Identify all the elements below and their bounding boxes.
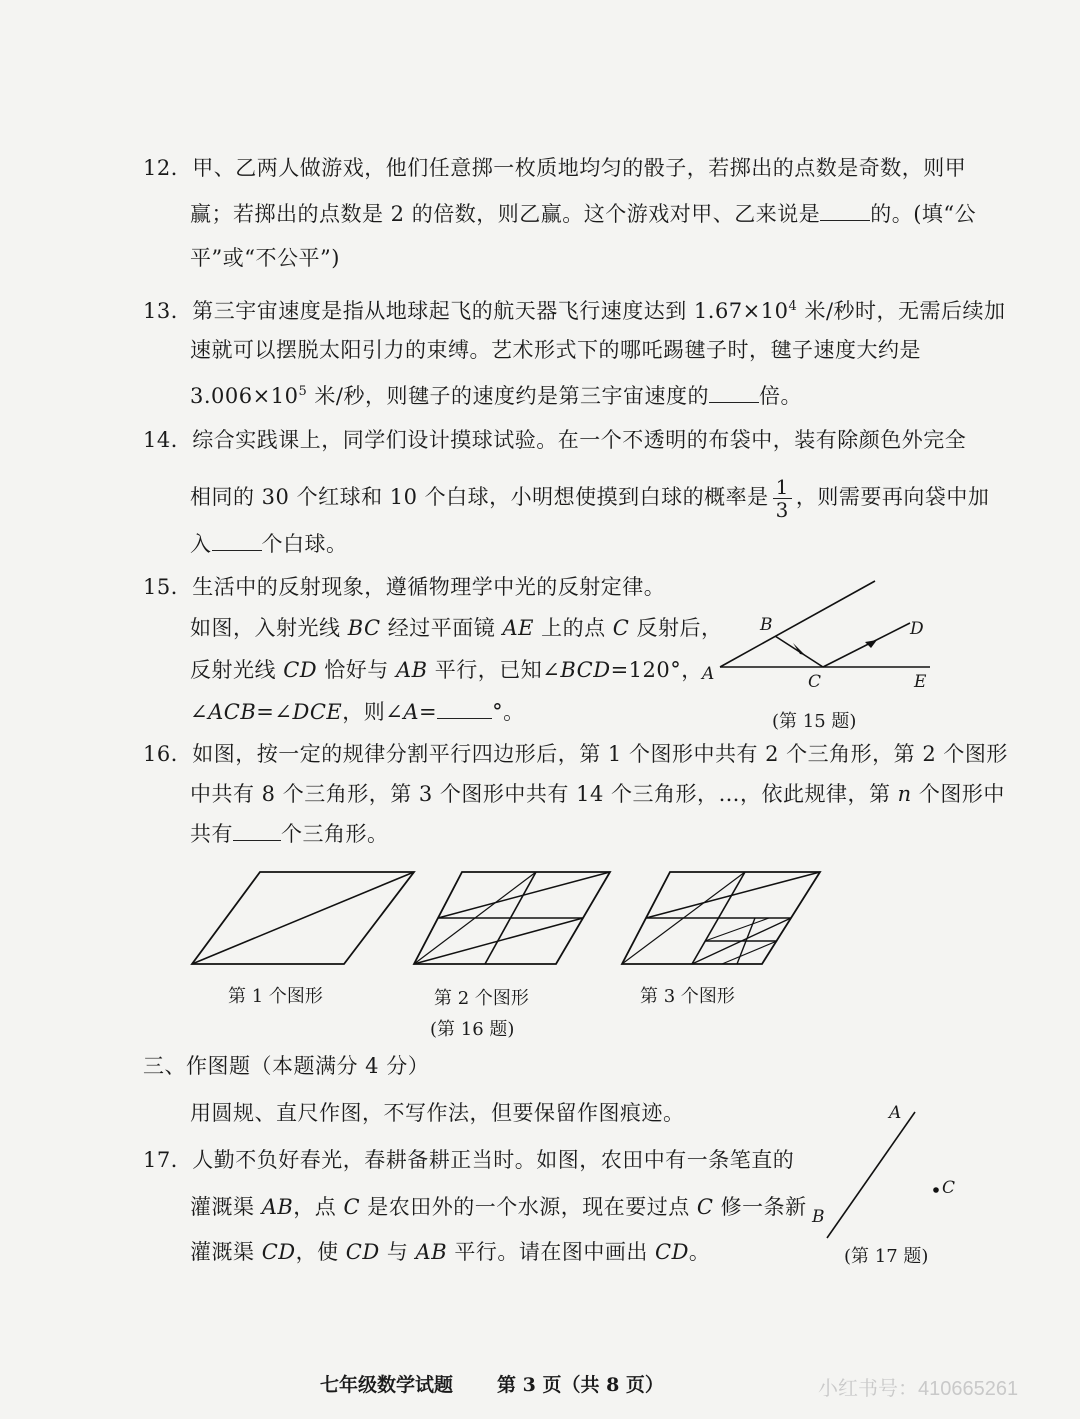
q16-line1: 16．如图，按一定的规律分割平行四边形后，第 1 个图形中共有 2 个三角形，第 2 个图形 (143, 742, 1008, 766)
question-number: 13． (143, 299, 193, 323)
question-number: 12． (143, 156, 193, 180)
q15-caption: (第 15 题) (772, 711, 857, 732)
footer-page-number: 第 3 页（共 8 页） (497, 1374, 664, 1396)
q17-line1: 17．人勤不负好春光，春耕备耕正当时。如图，农田中有一条笔直的 (143, 1148, 795, 1172)
answer-blank[interactable] (709, 382, 759, 403)
answer-blank[interactable] (820, 200, 870, 221)
answer-blank[interactable] (212, 530, 262, 551)
label-A: A (889, 1103, 902, 1123)
question-number: 15． (143, 575, 193, 599)
q16-line2: 中共有 8 个三角形，第 3 个图形中共有 14 个三角形，…，依此规律，第 n 个图形中 (190, 782, 1005, 806)
q13-line1: 13．第三宇宙速度是指从地球起飞的航天器飞行速度达到 $1.67\times 10^4$ 米/秒时，无需后续加 (143, 299, 1006, 323)
label-A: A (702, 664, 715, 684)
label-B: B (812, 1207, 825, 1227)
q13-line2: 速就可以摆脱太阳引力的束缚。艺术形式下的哪吒踢毽子时，毽子速度大约是 (190, 338, 921, 362)
q12-line3: 平”或“不公平”) (190, 246, 340, 270)
label-C: C (942, 1178, 956, 1198)
q17-canal-figure (815, 1100, 955, 1250)
q16-fig1-label: 第 1 个图形 (228, 986, 323, 1007)
reflected-ray-CD (823, 623, 910, 667)
q14-line2: 相同的 30 个红球和 10 个白球，小明想使摸到白球的概率是 $\frac{1}{3}$ ，则需要再向袋中加 (190, 475, 990, 522)
question-number: 14． (143, 428, 193, 452)
q12-line2: 赢；若掷出的点数是 2 的倍数，则乙赢。这个游戏对甲、乙来说是 的。(填“公 (190, 202, 977, 226)
q15-line3: 反射光线 CD 恰好与 AB 平行，已知∠BCD=120°， (190, 658, 703, 682)
label-D: D (910, 619, 924, 639)
q16-figure-1 (190, 868, 420, 968)
q16-fig2-label: 第 2 个图形 (434, 988, 529, 1009)
q15-line1: 15．生活中的反射现象，遵循物理学中光的反射定律。 (143, 575, 666, 599)
answer-blank[interactable] (233, 820, 281, 841)
q15-line4: ∠ACB=∠DCE，则∠A= °。 (190, 700, 525, 724)
label-B: B (760, 615, 773, 635)
point-C-dot (933, 1187, 939, 1193)
question-number: 17． (143, 1148, 193, 1172)
q14-line3: 入 个白球。 (190, 532, 348, 556)
q17-line2: 灌溉渠 AB，点 C 是农田外的一个水源，现在要过点 C 修一条新 (190, 1195, 807, 1219)
q12-line1: 12．甲、乙两人做游戏，他们任意掷一枚质地均匀的骰子，若掷出的点数是奇数，则甲 (143, 156, 967, 180)
q17-line3: 灌溉渠 CD，使 CD 与 AB 平行。请在图中画出 CD。 (190, 1240, 711, 1264)
q16-figure-3 (620, 868, 820, 968)
q15-reflection-figure (705, 575, 945, 695)
q16-caption: (第 16 题) (430, 1019, 515, 1040)
canal-line-AB (827, 1112, 915, 1238)
line-AB-extended (720, 581, 875, 667)
q16-fig3-label: 第 3 个图形 (640, 986, 735, 1007)
section-3-title: 三、作图题（本题满分 4 分） (143, 1054, 430, 1078)
answer-blank[interactable] (437, 698, 492, 719)
question-number: 16． (143, 742, 193, 766)
q16-figure-2 (412, 868, 612, 968)
watermark: 小红书号：410665261 (818, 1378, 1019, 1400)
footer-subject: 七年级数学试题 (320, 1374, 454, 1396)
label-E: E (914, 672, 927, 692)
section-3-instruction: 用圆规、直尺作图，不写作法，但要保留作图痕迹。 (190, 1101, 685, 1125)
label-C: C (808, 672, 822, 692)
q16-line3: 共有 个三角形。 (190, 822, 389, 846)
fraction-one-third: $\frac{1}{3}$ (773, 476, 792, 521)
q13-line3: $3.006\times 10^5$ 米/秒，则毽子的速度约是第三宇宙速度的 倍。 (190, 384, 802, 408)
q17-caption: (第 17 题) (844, 1246, 929, 1267)
q15-line2: 如图，入射光线 BC 经过平面镜 AE 上的点 C 反射后， (190, 616, 723, 640)
q14-line1: 14．综合实践课上，同学们设计摸球试验。在一个不透明的布袋中，装有除颜色外完全 (143, 428, 967, 452)
